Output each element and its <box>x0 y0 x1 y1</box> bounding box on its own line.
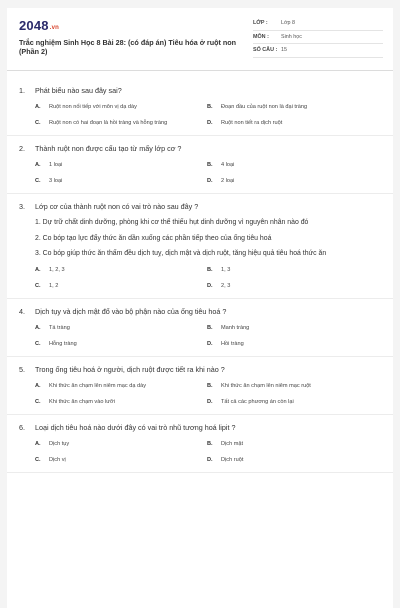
option-text: Khi thức ăn chạm lên niêm mạc dạ dày <box>49 382 147 389</box>
option-letter: A. <box>35 382 41 389</box>
option-letter: A. <box>35 440 41 447</box>
answer-option[interactable] <box>207 266 379 274</box>
option-text: Hỗng tràng <box>49 340 77 347</box>
answer-option[interactable] <box>35 456 207 464</box>
option-text: Đoạn đầu của ruột non là đại tràng <box>221 104 308 110</box>
question-item <box>7 357 393 415</box>
question-statements <box>19 218 381 259</box>
quiz-page <box>7 8 393 608</box>
question-number: 1. <box>19 86 25 95</box>
option-text: 1, 2 <box>49 282 59 289</box>
question-header <box>19 423 381 433</box>
option-text: Dịch mật <box>221 440 244 447</box>
answer-option[interactable] <box>207 282 379 290</box>
question-text: Phát biểu nào sau đây sai? <box>35 86 122 95</box>
answer-options <box>19 440 381 464</box>
option-letter: A. <box>35 266 41 273</box>
option-letter: B. <box>207 104 213 110</box>
answer-option[interactable] <box>35 119 207 127</box>
option-text: Dịch tụy <box>49 440 70 447</box>
option-text: Tất cả các phương án còn lại <box>221 398 294 405</box>
option-letter: D. <box>207 398 213 405</box>
question-text: Lớp cơ của thành ruột non có vai trò nào sau đây ? <box>35 202 199 211</box>
statement-item: 1. Dự trữ chất dinh dưỡng, phòng khi cơ thể thiếu hụt dinh dưỡng vì nguyên nhân nào đó <box>35 219 309 226</box>
option-letter: B. <box>207 162 213 168</box>
answer-option[interactable] <box>35 398 207 406</box>
page-header <box>7 8 393 70</box>
answer-option[interactable] <box>35 103 207 111</box>
answer-option[interactable] <box>207 324 379 332</box>
question-text: Trong ống tiêu hoá ở người, dịch ruột được tiết ra khi nào ? <box>35 364 225 374</box>
option-text: Tá tràng <box>49 324 70 331</box>
answer-option[interactable] <box>207 161 379 169</box>
option-text: Ruột non nối tiếp với môn vị dạ dày <box>49 104 137 110</box>
question-item <box>7 78 393 136</box>
answer-options <box>19 266 381 290</box>
header-divider <box>7 70 393 71</box>
page-title: Trắc nghiệm Sinh Học 8 Bài 28: (có đáp án) Tiêu hóa ở ruột non (Phần 2) <box>19 38 237 57</box>
option-letter: A. <box>35 162 41 168</box>
question-number: 6. <box>19 422 25 432</box>
option-text: Khi thức ăn chạm vào lưỡi <box>49 398 115 405</box>
option-letter: B. <box>207 266 213 273</box>
option-text: 1 loại <box>49 162 63 168</box>
option-letter: B. <box>207 440 213 447</box>
question-number: 3. <box>19 202 25 211</box>
logo-main-text: 2048 <box>19 18 49 33</box>
option-letter: A. <box>35 104 41 110</box>
option-text: 1, 2, 3 <box>49 266 65 273</box>
answer-option[interactable] <box>207 103 379 111</box>
meta-value: Sinh học <box>281 33 302 40</box>
option-text: 1, 3 <box>221 266 231 273</box>
question-number: 2. <box>19 144 25 153</box>
option-letter: D. <box>207 340 213 347</box>
answer-option[interactable] <box>35 382 207 390</box>
option-letter: C. <box>35 456 41 463</box>
question-number: 5. <box>19 364 25 374</box>
answer-option[interactable] <box>35 282 207 290</box>
meta-row <box>253 31 383 45</box>
option-text: 2 loại <box>221 178 235 184</box>
question-item <box>7 299 393 357</box>
option-letter: C. <box>35 178 41 184</box>
answer-option[interactable] <box>207 440 379 448</box>
meta-row <box>253 17 383 31</box>
option-text: Hồi tràng <box>221 340 244 347</box>
answer-options <box>19 103 381 127</box>
question-item <box>7 136 393 194</box>
option-letter: C. <box>35 398 41 405</box>
option-text: Ruột non có hai đoạn là hồi tràng và hỗng tràng <box>49 120 168 126</box>
answer-option[interactable] <box>207 177 379 185</box>
option-letter: B. <box>207 324 213 331</box>
question-text: Loại dịch tiêu hoá nào dưới đây có vai trò nhũ tương hoá lipit ? <box>35 422 236 432</box>
meta-row <box>253 44 383 58</box>
meta-value: 15 <box>281 47 287 54</box>
answer-option[interactable] <box>35 266 207 274</box>
question-item <box>7 415 393 473</box>
statement-item: 2. Co bóp tạo lực đẩy thức ăn dần xuống các phần tiếp theo của ống tiêu hoá <box>35 234 272 242</box>
question-header <box>19 86 381 96</box>
question-header <box>19 365 381 375</box>
statement-item: 3. Co bóp giúp thức ăn thấm đều dịch tuỵ, dịch mật và dịch ruột, tăng hiệu quả tiêu hoá thức ăn <box>35 250 327 258</box>
question-list <box>7 78 393 473</box>
option-letter: C. <box>35 340 41 347</box>
question-header <box>19 144 381 154</box>
answer-option[interactable] <box>207 340 379 348</box>
logo-suffix-text: .vn <box>49 25 60 31</box>
meta-label: LỚP : <box>253 20 268 27</box>
answer-option[interactable] <box>35 324 207 332</box>
meta-value: Lớp 8 <box>281 20 296 27</box>
option-text: Dịch ruột <box>221 456 244 463</box>
option-letter: A. <box>35 324 41 331</box>
question-header <box>19 307 381 317</box>
option-text: Manh tràng <box>221 324 250 331</box>
answer-option[interactable] <box>207 398 379 406</box>
option-letter: C. <box>35 120 41 126</box>
option-letter: B. <box>207 382 213 389</box>
quiz-meta <box>253 17 383 58</box>
meta-label: MÔN : <box>253 33 269 40</box>
answer-option[interactable] <box>207 456 379 464</box>
answer-option[interactable] <box>35 177 207 185</box>
answer-options <box>19 382 381 406</box>
answer-option[interactable] <box>207 382 379 390</box>
answer-option[interactable] <box>35 340 207 348</box>
answer-options <box>19 324 381 348</box>
option-letter: D. <box>207 178 213 184</box>
option-letter: D. <box>207 456 213 463</box>
option-text: Ruột non tiết ra dịch ruột <box>221 120 283 126</box>
option-letter: D. <box>207 282 213 289</box>
question-text: Dịch tụy và dịch mật đổ vào bộ phận nào của ống tiêu hoá ? <box>35 306 227 316</box>
option-letter: C. <box>35 282 41 289</box>
option-text: 2, 3 <box>221 282 231 289</box>
answer-option[interactable] <box>207 119 379 127</box>
meta-label: SỐ CÂU : <box>253 47 278 54</box>
question-text: Thành ruột non được cấu tạo từ mấy lớp cơ ? <box>35 144 182 153</box>
question-number: 4. <box>19 306 25 316</box>
answer-option[interactable] <box>35 161 207 169</box>
question-header <box>19 202 381 212</box>
answer-options <box>19 161 381 185</box>
option-text: 3 loại <box>49 178 63 184</box>
option-text: Khi thức ăn chạm lên niêm mạc ruột <box>221 382 311 389</box>
question-item <box>7 194 393 299</box>
option-letter: D. <box>207 120 213 126</box>
option-text: 4 loại <box>221 162 235 168</box>
answer-option[interactable] <box>35 440 207 448</box>
option-text: Dịch vị <box>49 456 66 463</box>
